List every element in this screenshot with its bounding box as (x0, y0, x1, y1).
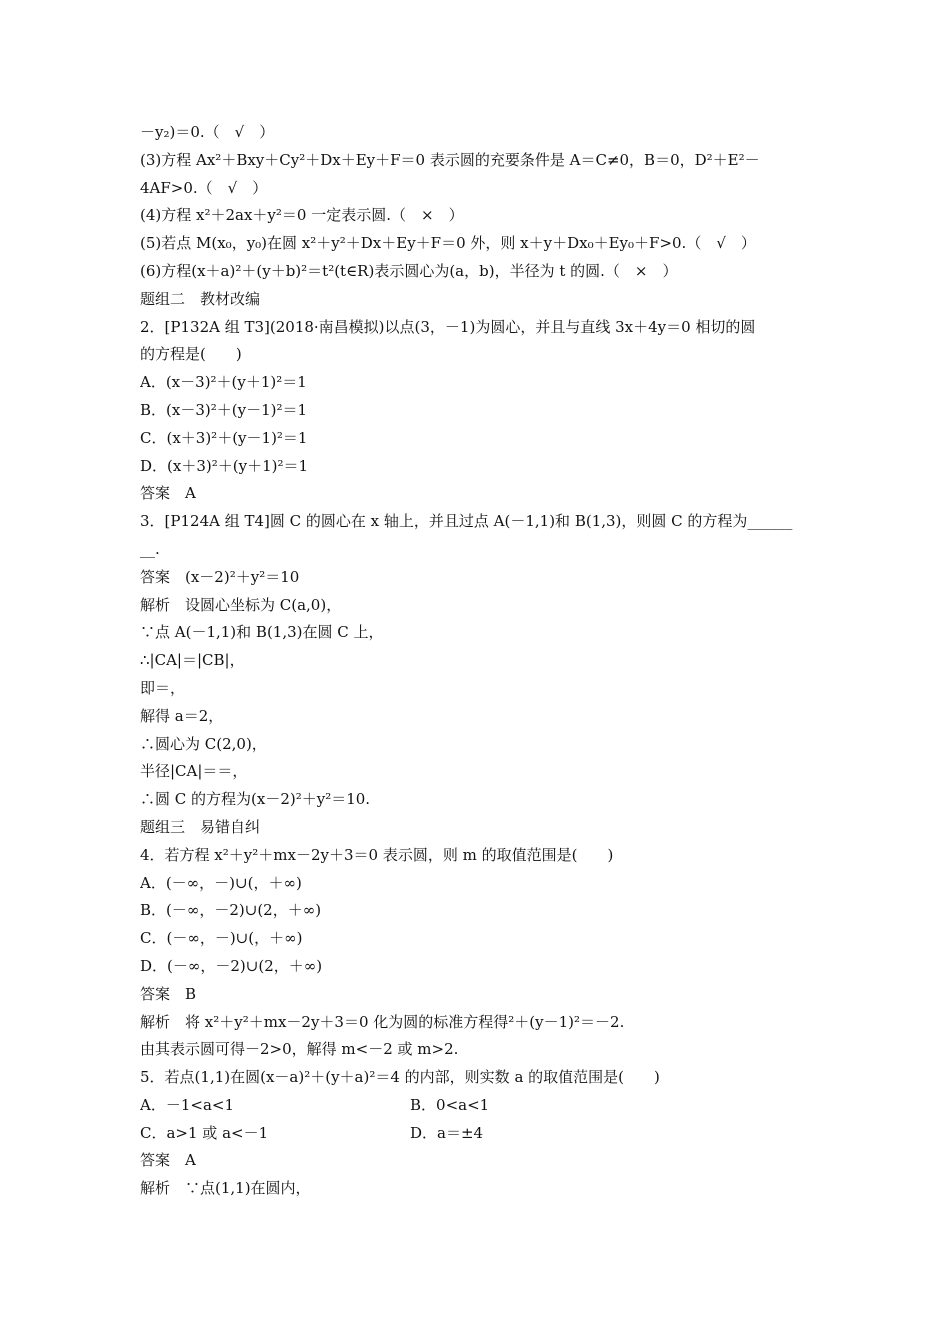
text-line: －y₂)＝0.（ √ ） (140, 123, 275, 141)
question-text: 3．[P124A 组 T4]圆 C 的圆心在 x 轴上，并且过点 A(－1,1)和 B(1,3)，则圆 C 的方程为______ (140, 512, 793, 531)
document-body (140, 119, 820, 1203)
text-line: 4AF>0.（ √ ） (140, 178, 268, 197)
option-line: C．(x＋3)²＋(y－1)²＝1 (140, 428, 308, 447)
answer-line: 答案 A (140, 1151, 196, 1170)
analysis-line: ∵点 A(－1,1)和 B(1,3)在圆 C 上， (140, 623, 384, 642)
option-a: A．－1<a<1 (140, 1095, 234, 1114)
option-line: B．(－∞，－2)∪(2，＋∞) (140, 901, 322, 920)
option-line: A．(x－3)²＋(y＋1)²＝1 (140, 373, 307, 392)
analysis-line: 解析 将 x²＋y²＋mx－2y＋3＝0 化为圆的标准方程得²＋(y－1)²＝－2. (140, 1012, 625, 1031)
question-text: __. (140, 539, 160, 558)
text-line: (5)若点 M(x₀，y₀)在圆 x²＋y²＋Dx＋Ey＋F＝0 外，则 x＋y＋Dx₀＋Ey₀＋F>0.（ √ ） (140, 234, 756, 253)
section-heading: 题组三 易错自纠 (140, 817, 261, 836)
question-text: 的方程是( ) (140, 345, 242, 364)
option-d: D．a＝±4 (410, 1123, 484, 1142)
answer-line: 答案 (x－2)²＋y²＝10 (140, 567, 300, 586)
option-c: C．a>1 或 a<－1 (140, 1123, 269, 1142)
analysis-line: 解析 ∵点(1,1)在圆内， (140, 1179, 311, 1198)
answer-line: 答案 B (140, 984, 197, 1003)
text-line: (4)方程 x²＋2ax＋y²＝0 一定表示圆.（ × ） (140, 206, 464, 225)
section-heading: 题组二 教材改编 (140, 289, 261, 308)
option-line: D．(－∞，－2)∪(2，＋∞) (140, 956, 323, 975)
analysis-line: 由其表示圆可得－2>0，解得 m<－2 或 m>2. (140, 1040, 459, 1059)
text-line: (3)方程 Ax²＋Bxy＋Cy²＋Dx＋Ey＋F＝0 表示圆的充要条件是 A＝C≠0，B＝0，D²＋E²－ (140, 150, 760, 169)
analysis-line: ∴圆 C 的方程为(x－2)²＋y²＝10. (140, 790, 371, 809)
analysis-line: 解析 设圆心坐标为 C(a,0)， (140, 595, 342, 614)
analysis-line: ∴圆心为 C(2,0)， (140, 734, 267, 753)
option-row (140, 1092, 820, 1120)
analysis-line: 解得 a＝2， (140, 706, 224, 725)
analysis-line: ∴|CA|＝|CB|， (140, 651, 245, 670)
answer-line: 答案 A (140, 484, 196, 503)
option-line: C．(－∞，－)∪(，＋∞) (140, 929, 303, 948)
analysis-line: 即＝， (140, 678, 186, 697)
question-text: 4．若方程 x²＋y²＋mx－2y＋3＝0 表示圆，则 m 的取值范围是( ) (140, 845, 614, 864)
question-text: 5．若点(1,1)在圆(x－a)²＋(y＋a)²＝4 的内部，则实数 a 的取值范围是( ) (140, 1068, 660, 1087)
option-b: B．0<a<1 (410, 1095, 490, 1114)
option-line: B．(x－3)²＋(y－1)²＝1 (140, 400, 308, 419)
option-row (140, 1120, 820, 1148)
option-line: A．(－∞，－)∪(，＋∞) (140, 873, 302, 892)
question-text: 2．[P132A 组 T3](2018·南昌模拟)以点(3，－1)为圆心，并且与直线 3x＋4y＝0 相切的圆 (140, 317, 756, 336)
analysis-line: 半径|CA|＝＝， (140, 762, 248, 781)
option-line: D．(x＋3)²＋(y＋1)²＝1 (140, 456, 309, 475)
text-line: (6)方程(x＋a)²＋(y＋b)²＝t²(t∈R)表示圆心为(a，b)，半径为 t 的圆.（ × ） (140, 261, 678, 280)
